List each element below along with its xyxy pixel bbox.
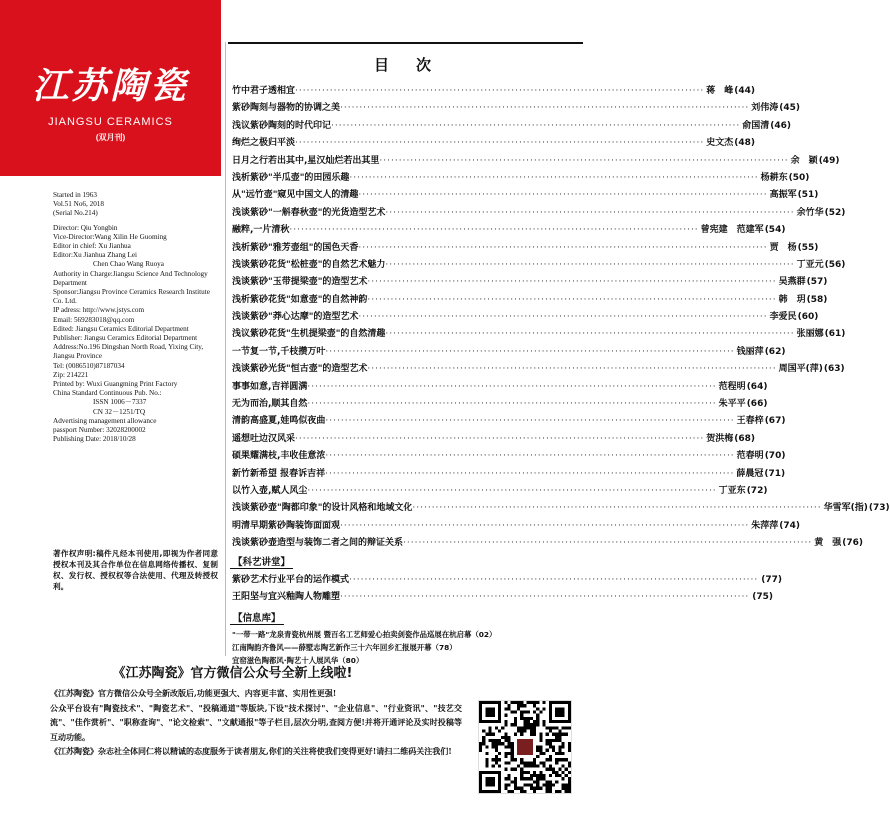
toc-entry-title: 融粹,一片清秋 <box>232 225 290 236</box>
info-item[interactable]: 宜窑滋色陶都风·陶艺十人展风华（80） <box>232 656 364 665</box>
toc-entry[interactable] <box>232 518 801 535</box>
toc-entry-page: (58) <box>806 294 828 305</box>
toc-entry-title: 日月之行若出其中,星汉灿烂若出其里 <box>232 155 380 166</box>
serial: (Serial No.214) <box>53 209 98 218</box>
passport: passport Number: 32028200002 <box>53 426 146 435</box>
toc-entry-page: (76) <box>842 538 864 549</box>
toc-entry-page: (54) <box>764 225 786 236</box>
authority: Authority in Charge:Jiangsu Science And Technology Department <box>53 269 208 287</box>
toc-entry-title: 浅析紫砂"半瓜壶"的田园乐趣 <box>232 172 350 183</box>
tel: Tel: (0086510)87187034 <box>53 361 125 370</box>
toc-leader-dots <box>367 295 776 305</box>
toc-entry-page: (46) <box>770 120 792 131</box>
toc-leader-dots <box>385 329 794 339</box>
toc-entry-page: (61) <box>824 329 846 340</box>
toc-entry[interactable] <box>232 396 768 413</box>
toc-leader-dots <box>412 503 821 513</box>
toc-leader-dots <box>331 121 740 131</box>
toc-leader-dots <box>295 138 704 148</box>
toc-entry-author: 黄 强 <box>814 538 842 549</box>
toc-entry-page: (75) <box>752 592 774 603</box>
toc-entry-page: (63) <box>823 364 845 375</box>
kepu-list <box>232 572 783 607</box>
toc-entry-page: (48) <box>734 138 756 149</box>
toc-entry-author: 丁亚元 <box>796 259 824 270</box>
toc-entry-title: 浅谈紫砂"玉带提梁壶"的造型艺术 <box>232 277 368 288</box>
toc-entry[interactable] <box>232 589 774 606</box>
footer-title: 《江苏陶瓷》官方微信公众号全新上线啦! <box>112 666 353 681</box>
footer-para-3: 《江苏陶瓷》杂志社全体同仁将以精诚的态度服务于读者朋友,你们的关注将使我们变得更好!请扫二维码关注我们! <box>50 746 452 756</box>
toc-entry-title: 浅析紫砂"雅芳壶组"的国色天香 <box>232 242 359 253</box>
toc-entry-title: 浅议紫砂花货"生机提梁壶"的自然清趣 <box>232 329 386 340</box>
toc-entry-page: (77) <box>761 575 783 585</box>
journal-name-cn: 江苏陶瓷 <box>32 65 189 107</box>
toc-leader-dots <box>349 575 758 585</box>
toc-entry-title: 浅谈紫砂壶造型与装饰二者之间的辩证关系 <box>232 538 404 549</box>
toc-entry[interactable] <box>232 500 890 517</box>
toc-leader-dots <box>325 451 734 461</box>
toc-entry-author: 周国平(萍) <box>778 364 823 375</box>
toc-entry-author: 华雪军(指) <box>823 503 868 514</box>
toc-leader-dots <box>307 399 716 409</box>
info-item[interactable]: 江南陶韵齐鲁风——薛墅志陶艺新作三十六年回乡汇报展开幕（78） <box>232 643 457 652</box>
toc-entry-title: 清韵高盛夏,娃鸣似夜曲 <box>232 416 326 427</box>
toc-entry-author: 史文杰 <box>706 138 734 149</box>
toc-entry-title: 浅议紫砂陶刻的时代印记 <box>232 120 332 131</box>
toc-entry-page: (44) <box>734 86 756 96</box>
toc-header <box>228 42 583 80</box>
toc-entry[interactable] <box>232 572 783 589</box>
toc-entry[interactable] <box>232 170 810 187</box>
toc-entry-page: (52) <box>824 207 846 218</box>
copyright-notice: 著作权声明:稿件凡经本刊使用,即视为作者同意授权本刊及其合作单位在信息网络传播权、复制权、发行权、授权权等合法使用、代理及转授权利。 <box>53 549 218 591</box>
toc-entry-author: 贾 杨 <box>769 242 797 253</box>
toc-entry[interactable] <box>232 187 819 204</box>
toc-entry-page: (68) <box>734 433 756 444</box>
started: Started in 1963 <box>53 191 97 199</box>
toc-leader-dots <box>340 103 749 113</box>
toc-entry-author: 蒋 峰 <box>706 86 734 96</box>
toc-entry-title: 浅析紫砂花货"如意壶"的自然神韵 <box>232 294 368 305</box>
toc-entry-author: 俞国清 <box>742 120 770 131</box>
toc-title: 目 次 <box>373 56 437 74</box>
toc-entry-title: 新竹新希望 报春诉吉祥 <box>232 468 326 479</box>
toc-entry-author: 刘伟涛 <box>751 103 779 114</box>
toc-entry-page: (72) <box>746 485 768 496</box>
toc-entry-author: 王春梓 <box>736 416 764 427</box>
editor-2: Chen Chao Wang Ruoya <box>93 260 164 269</box>
china-standard: China Standard Continuous Pub. No.: <box>53 389 162 398</box>
toc-entry-page: (70) <box>764 451 786 462</box>
info-item[interactable]: "一带一路"龙泉青瓷杭州展 暨百名工艺师爱心拍卖剑瓷作品巡展在杭启幕（02） <box>232 630 497 639</box>
left-column <box>0 0 221 656</box>
toc-leader-dots <box>385 260 794 270</box>
toc-entry-page: (49) <box>818 155 840 166</box>
toc-entry-title: 竹中君子透相宜 <box>232 86 296 96</box>
toc-entry[interactable] <box>232 483 768 500</box>
toc-leader-dots <box>340 592 749 602</box>
toc-entry[interactable] <box>232 466 786 483</box>
toc-entry[interactable] <box>232 413 786 430</box>
toc-entry-page: (71) <box>764 468 786 479</box>
toc-entry-author: 高振军 <box>769 190 797 201</box>
issn: ISSN 1006－7337 <box>93 398 147 407</box>
toc-entry[interactable] <box>232 135 756 152</box>
toc-entry-title: 紫砂陶刻与器物的协调之美 <box>232 103 341 114</box>
edited: Edited: Jiangsu Ceramics Editorial Department <box>53 324 189 333</box>
toc-entry-title: 事事如意,吉祥圆满 <box>232 381 308 392</box>
editor: Editor:Xu Jianhua Zhang Lei <box>53 251 138 260</box>
toc-entry-author: 张丽娜 <box>796 329 824 340</box>
toc-entry-author: 朱平平 <box>718 399 746 410</box>
toc-entry-title: 浅谈紫砂"莽心达摩"的造型艺术 <box>232 312 359 323</box>
toc-entry-page: (56) <box>824 259 846 270</box>
section-kepu-heading: 【科艺讲堂】 <box>230 554 293 569</box>
toc-entry[interactable] <box>232 344 786 361</box>
vice-director: Vice-Director:Wang Xilin He Guoming <box>53 232 167 241</box>
toc-entry[interactable] <box>232 257 846 274</box>
toc-leader-dots <box>358 243 767 253</box>
toc-entry-title: 王阳坚与宜兴釉陶人物雕塑 <box>232 592 341 603</box>
toc-entry-page: (57) <box>806 277 828 288</box>
toc-entry[interactable] <box>232 379 768 396</box>
editor-in-chief: Editor in chief: Xu Jianhua <box>53 242 131 251</box>
toc-entry-page: (67) <box>764 416 786 427</box>
toc-leader-dots <box>367 277 776 287</box>
toc-leader-dots <box>403 538 812 548</box>
toc-entry[interactable] <box>232 153 840 170</box>
publishing-date: Publishing Date: 2018/10/28 <box>53 435 136 444</box>
toc-entry-title: 以竹入壶,赋人风尘 <box>232 485 308 496</box>
toc-entry-author: 范春明 <box>736 451 764 462</box>
toc-entry-title: 遥想吐边汉风采 <box>232 433 296 444</box>
toc-entry-page: (50) <box>788 172 810 183</box>
toc-entry-author: 余竹华 <box>796 207 824 218</box>
toc-entry-title: 从"远竹壶"窥见中国文人的清趣 <box>232 190 359 201</box>
sponsor: Sponsor:Jiangsu Province Ceramics Research Institute Co. Ltd. <box>53 288 210 306</box>
toc-entry-author: 贺洪梅 <box>706 433 734 444</box>
toc-leader-dots <box>289 225 698 235</box>
toc-entry-title: 硕果耀满枝,丰收佳意浓 <box>232 451 326 462</box>
toc-entry-page: (74) <box>779 520 801 531</box>
toc-entry-author: 李爱民 <box>769 312 797 323</box>
cn-number: CN 32－1251/TQ <box>93 407 146 416</box>
masthead <box>0 0 221 176</box>
toc-entry[interactable] <box>232 240 819 257</box>
ip-address: IP adress: http://www.jstys.com <box>53 306 145 315</box>
toc-entry-page: (55) <box>797 242 819 253</box>
printed-by: Printed by: Wuxi Guangming Print Factory <box>53 380 178 389</box>
toc-entry-title: 浅谈紫砂花货"松桩壶"的自然艺术魅力 <box>232 259 386 270</box>
toc-entry-author: 丁亚东 <box>718 485 746 496</box>
wechat-footer <box>0 656 612 825</box>
toc-entry-title: 浅谈紫砂"一斛春秋壶"的光货造型艺术 <box>232 207 386 218</box>
advertising: Advertising management allowance <box>53 416 157 425</box>
toc-entry-page: (62) <box>764 346 786 357</box>
toc-entry[interactable] <box>232 361 845 378</box>
toc-entry[interactable] <box>232 309 819 326</box>
journal-frequency: (双月刊) <box>95 133 126 142</box>
toc-entry-author: 钱丽萍 <box>736 346 764 357</box>
toc-leader-dots <box>340 521 749 531</box>
toc-leader-dots <box>295 86 704 96</box>
toc-entry[interactable] <box>232 326 846 343</box>
publisher: Publisher: Jiangsu Ceramics Editorial Department <box>53 334 198 343</box>
toc-entry[interactable] <box>232 274 828 291</box>
toc-entry-author: 薛晨冠 <box>736 468 764 479</box>
masthead-info <box>53 191 218 444</box>
toc-entry-author: 余 颖 <box>790 155 818 166</box>
toc-entry[interactable] <box>232 222 786 239</box>
toc-entry[interactable] <box>232 292 828 309</box>
toc-entry[interactable] <box>232 448 786 465</box>
toc-leader-dots <box>325 416 734 426</box>
toc-entry-author: 朱萍萍 <box>751 520 779 531</box>
footer-body <box>50 686 462 759</box>
toc-entry-author: 吴燕群 <box>778 277 806 288</box>
toc-leader-dots <box>349 173 758 183</box>
toc-leader-dots <box>367 364 776 374</box>
toc-entry[interactable] <box>232 83 756 100</box>
journal-name-en: JIANGSU CERAMICS <box>48 116 173 128</box>
toc-entry-title: 浅谈紫砂光货"恒古壶"的造型艺术 <box>232 364 368 375</box>
column-divider <box>225 42 226 656</box>
toc-entry-author: 韩 玥 <box>778 294 806 305</box>
toc-entry-page: (64) <box>746 381 768 392</box>
toc-entry[interactable] <box>232 118 792 135</box>
zip: Zip: 214221 <box>53 370 89 379</box>
toc-entry-page: (66) <box>746 399 768 410</box>
toc-entry-author: 杨耕东 <box>760 172 788 183</box>
toc-entry-page: (73) <box>868 503 890 514</box>
toc-entry-page: (51) <box>797 190 819 201</box>
toc-leader-dots <box>325 347 734 357</box>
toc-entry-page: (60) <box>797 312 819 323</box>
toc-entry-title: 绚烂之极归平淡 <box>232 138 296 149</box>
qr-code-icon[interactable] <box>478 700 572 794</box>
volume: Vol.51 No6, 2018 <box>53 200 104 209</box>
toc-leader-dots <box>385 208 794 218</box>
toc-list <box>232 83 890 553</box>
footer-para-1: 《江苏陶瓷》官方微信公众号全新改版后,功能更强大、内容更丰富、实用性更强! <box>50 688 337 698</box>
email: Email: 569283018@qq.com <box>53 315 135 324</box>
toc-entry-author: 范程明 <box>718 381 746 392</box>
toc-leader-dots <box>307 486 716 496</box>
toc-entry-title: 一节复一节,千枝攒万叶 <box>232 346 326 357</box>
toc-entry[interactable] <box>232 431 756 448</box>
toc-leader-dots <box>379 156 788 166</box>
toc-leader-dots <box>307 382 716 392</box>
toc-entry[interactable] <box>232 205 846 222</box>
toc-leader-dots <box>358 190 767 200</box>
toc-entry[interactable] <box>232 535 864 552</box>
toc-entry-title: 浅谈紫砂壶"陶都印象"的设计风格和地域文化 <box>232 503 413 514</box>
toc-leader-dots <box>295 434 704 444</box>
director: Director: Qiu Yongbin <box>53 223 118 232</box>
toc-entry-title: 明清早期紫砂陶装饰面面观 <box>232 520 341 531</box>
section-info-heading: 【信息库】 <box>230 610 284 625</box>
footer-para-2: 公众平台设有"陶瓷技术"、"陶瓷艺术"、"投稿通道"等版块,下设"技术探讨"、"企业信息"、"行业资讯"、"技艺交流"、"佳作赏析"、"职称查询"、"论文检索"、"文献通报"等子栏目,层次分明,查阅方便!并将开通评论及实时投稿等互动功能。 <box>50 702 462 742</box>
toc-entry-title: 无为而治,顺其自然 <box>232 399 308 410</box>
address: Address:No.196 Dingshan North Road, Yixing City, Jiangsu Province <box>53 343 204 361</box>
toc-entry-author: 曾宪建 范建军 <box>700 225 764 236</box>
toc-leader-dots <box>358 312 767 322</box>
toc-leader-dots <box>325 469 734 479</box>
toc-entry-title: 紫砂艺术行业平台的运作模式 <box>232 575 350 585</box>
toc-entry-page: (45) <box>779 103 801 114</box>
toc-entry[interactable] <box>232 100 801 117</box>
